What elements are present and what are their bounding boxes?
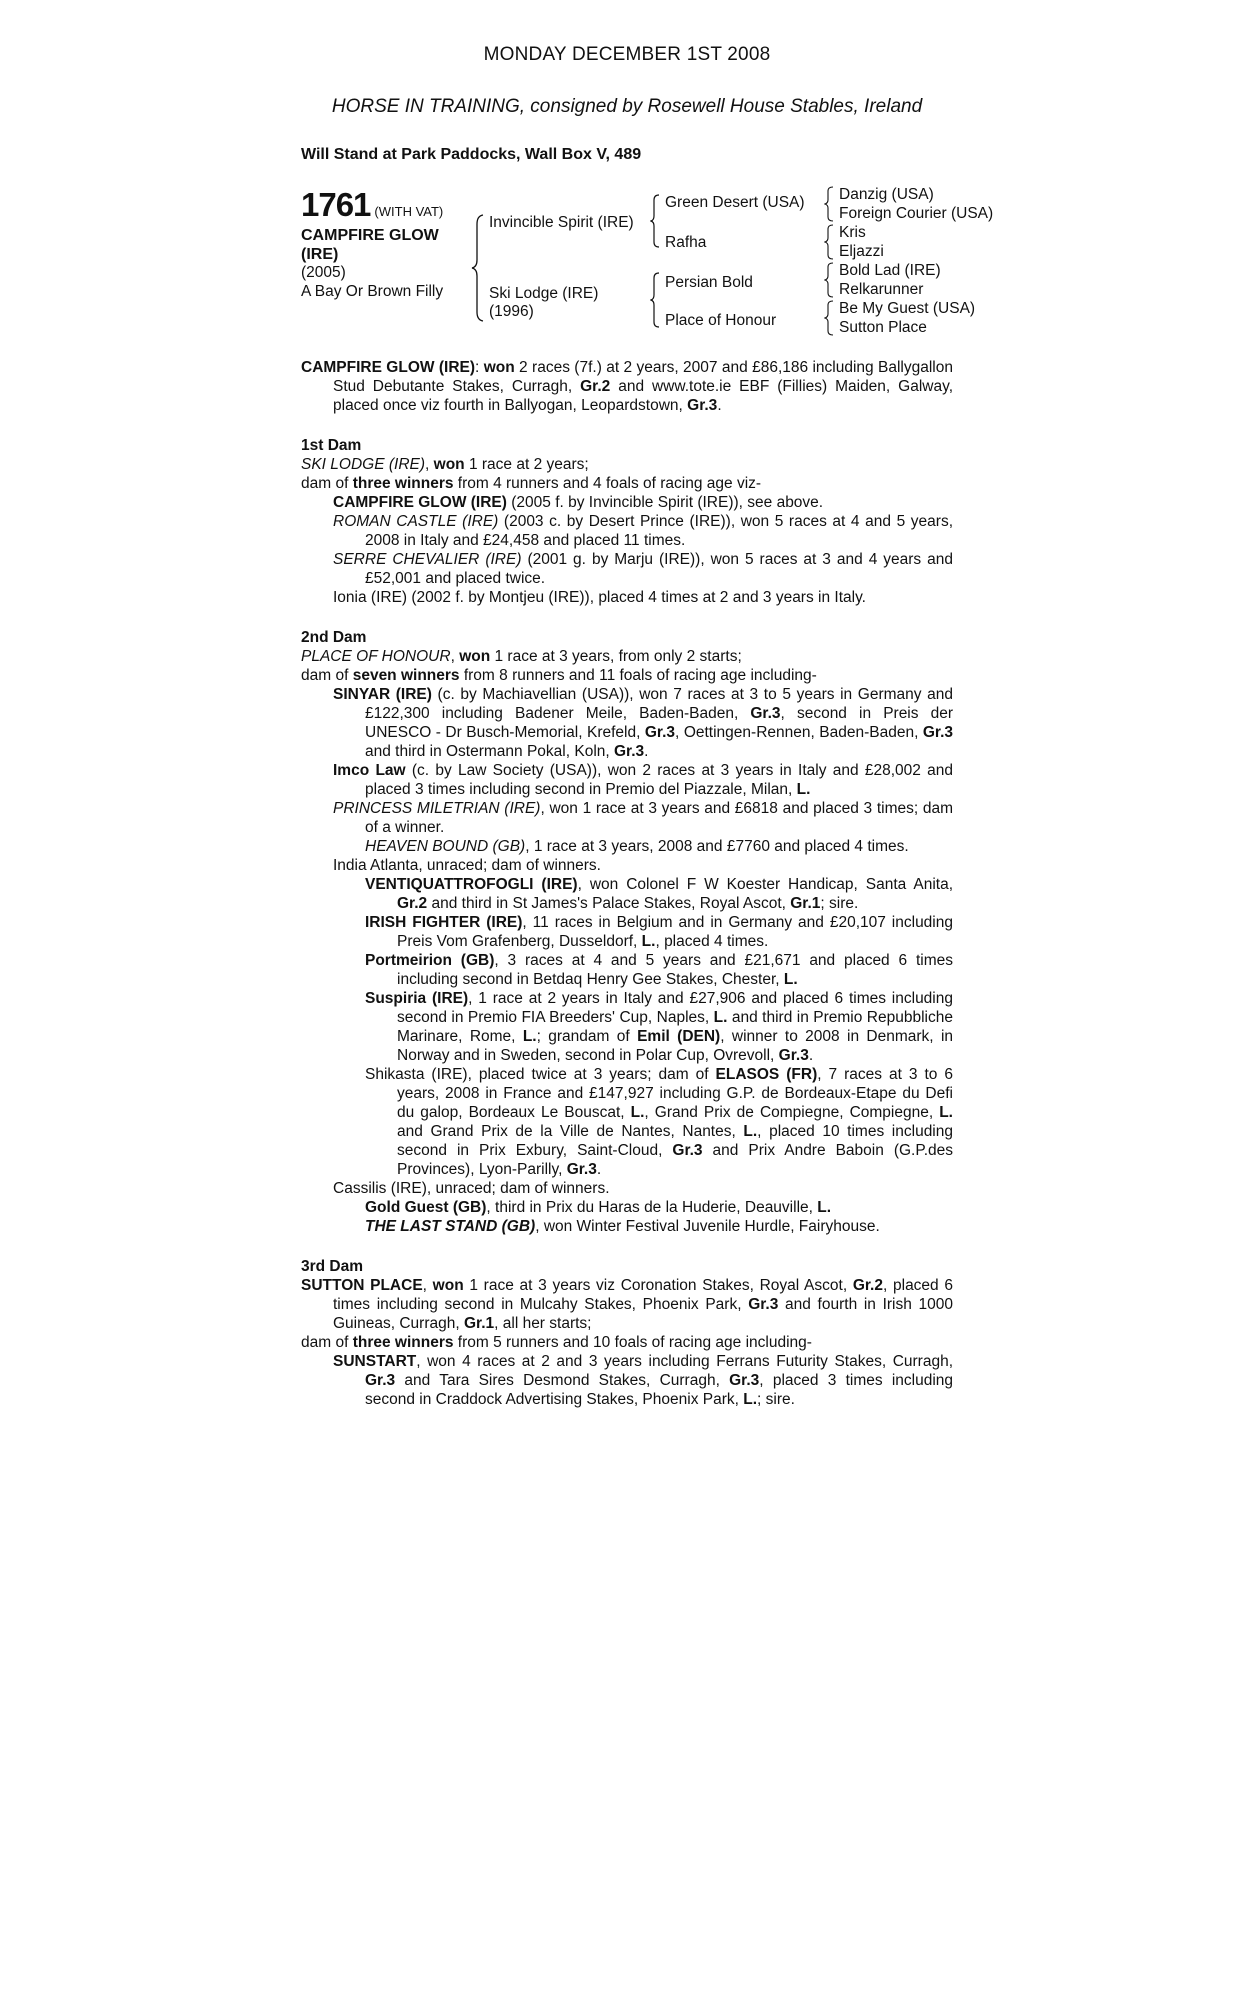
section-first-dam: 1st Dam	[301, 437, 362, 454]
ancestor: Bold Lad (IRE)	[839, 262, 941, 279]
produce-entry: Ionia (IRE) (2002 f. by Montjeu (IRE)), placed 4 times at 2 and 3 years in Italy.	[333, 589, 866, 606]
produce-entry: VENTIQUATTROFOGLI (IRE), won Colonel F W Koester Handicap, Santa Anita, Gr.2 and third in St James's Palace Stakes, Royal Ascot, Gr.1; sire.	[365, 876, 954, 912]
produce-record	[301, 358, 953, 1409]
gg-brace-icon	[824, 224, 834, 260]
third-dam-produce-summary: dam of three winners from 5 runners and 10 foals of racing age including-	[301, 1334, 812, 1351]
sire-sire: Green Desert (USA)	[665, 194, 805, 211]
stand-location: Will Stand at Park Paddocks, Wall Box V, 489	[301, 146, 642, 163]
sire: Invincible Spirit (IRE)	[489, 214, 634, 231]
consignor-line: HORSE IN TRAINING, consigned by Rosewell House Stables, Ireland	[331, 96, 923, 117]
sire-brace-icon	[650, 194, 660, 248]
ancestor: Danzig (USA)	[839, 186, 934, 203]
produce-entry: SINYAR (IRE) (c. by Machiavellian (USA)), won 7 races at 3 to 5 years in Germany and £122,300 including Badener Meile, Baden-Baden, Gr.3, second in Preis der UNESCO - Dr Busch-Memorial, Krefeld, Gr.3, Oettingen-Rennen, Baden-Baden, Gr.3 and third in Ostermann Pokal, Koln, Gr.3.	[333, 686, 954, 760]
produce-entry: PRINCESS MILETRIAN (IRE), won 1 race at 3 years and £6818 and placed 3 times; dam of a winner.	[333, 800, 953, 836]
pedigree-table	[301, 186, 1001, 346]
ancestor: Be My Guest (USA)	[839, 300, 976, 317]
produce-entry: Cassilis (IRE), unraced; dam of winners.	[333, 1180, 610, 1197]
gg-brace-icon	[824, 186, 834, 222]
produce-entry: IRISH FIGHTER (IRE), 11 races in Belgium and in Germany and £20,107 including Preis Vom Grafenberg, Dusseldorf, L., placed 4 times.	[365, 914, 953, 950]
produce-entry: India Atlanta, unraced; dam of winners.	[333, 857, 601, 874]
second-dam-record: PLACE OF HONOUR, won 1 race at 3 years, from only 2 starts;	[301, 648, 742, 665]
ancestor: Foreign Courier (USA)	[839, 205, 994, 222]
first-dam-record: SKI LODGE (IRE), won 1 race at 2 years;	[301, 456, 589, 473]
section-second-dam: 2nd Dam	[301, 629, 367, 646]
ancestor: Relkarunner	[839, 281, 924, 298]
produce-entry: SUNSTART, won 4 races at 2 and 3 years including Ferrans Futurity Stakes, Curragh, Gr.3 and Tara Sires Desmond Stakes, Curragh, Gr.3, placed 3 times including second in Craddock Advertising Stakes, Phoenix Park, L.; sire.	[333, 1353, 954, 1408]
ancestor: Eljazzi	[839, 243, 884, 260]
dam: Ski Lodge (IRE)	[489, 285, 599, 302]
third-dam-record: SUTTON PLACE, won 1 race at 3 years viz Coronation Stakes, Royal Ascot, Gr.2, placed 6 times including second in Mulcahy Stakes, Phoenix Park, Gr.3 and fourth in Irish 1000 Guineas, Curragh, Gr.1, all her starts;	[301, 1277, 954, 1332]
foaling-year: (2005)	[301, 264, 346, 281]
second-dam-produce-summary: dam of seven winners from 8 runners and 11 foals of racing age including-	[301, 667, 817, 684]
produce-entry: Suspiria (IRE), 1 race at 2 years in Italy and £27,906 and placed 6 times including second in Premio FIA Breeders' Cup, Naples, L. and third in Premio Repubbliche Marinare, Rome, L.; grandam of Emil (DEN), winner to 2008 in Denmark, in Norway and in Sweden, second in Polar Cup, Ovrevoll, Gr.3.	[365, 990, 954, 1064]
dam-sire: Persian Bold	[665, 274, 753, 291]
sale-date: MONDAY DECEMBER 1ST 2008	[483, 44, 771, 65]
dam-dam: Place of Honour	[665, 312, 777, 329]
produce-entry: Portmeirion (GB), 3 races at 4 and 5 years and £21,671 and placed 6 times including second in Betdaq Henry Gee Stakes, Chester, L.	[365, 952, 953, 988]
vat-note: (WITH VAT)	[374, 204, 444, 219]
produce-entry: SERRE CHEVALIER (IRE) (2001 g. by Marju (IRE)), won 5 races at 3 and 4 years and £52,001 and placed twice.	[333, 551, 953, 587]
dam-brace-icon	[650, 272, 660, 328]
produce-entry: Imco Law (c. by Law Society (USA)), won 2 races at 3 years in Italy and £28,002 and placed 3 times including second in Premio del Piazzale, Milan, L.	[333, 762, 953, 798]
sire-dam: Rafha	[665, 234, 707, 251]
produce-entry: HEAVEN BOUND (GB), 1 race at 3 years, 2008 and £7760 and placed 4 times.	[365, 838, 909, 855]
lot-number: 1761	[301, 186, 371, 223]
produce-entry: Shikasta (IRE), placed twice at 3 years; dam of ELASOS (FR), 7 races at 3 to 6 years, 2008 in France and £147,927 including G.P. de Bordeaux-Etape du Defi du galop, Bordeaux Le Bouscat, L., Grand Prix de Compiegne, Compiegne, L. and Grand Prix de la Ville de Nantes, Nantes, L., placed 10 times including second in Prix Exbury, Saint-Cloud, Gr.3 and Prix Andre Baboin (G.P.des Provinces), Lyon-Parilly, Gr.3.	[365, 1066, 954, 1178]
dam-year: (1996)	[489, 303, 534, 320]
lot-heading	[301, 186, 443, 224]
horse-colour: A Bay Or Brown Filly	[301, 283, 444, 300]
first-dam-produce-summary: dam of three winners from 4 runners and 4 foals of racing age viz-	[301, 475, 762, 492]
produce-entry: ROMAN CASTLE (IRE) (2003 c. by Desert Prince (IRE)), won 5 races at 4 and 5 years, 2008 in Italy and £24,458 and placed 11 times.	[333, 513, 953, 549]
ancestor: Sutton Place	[839, 319, 927, 336]
produce-entry: CAMPFIRE GLOW (IRE) (2005 f. by Invincible Spirit (IRE)), see above.	[333, 494, 824, 511]
horse-summary: CAMPFIRE GLOW (IRE): won 2 races (7f.) at 2 years, 2007 and £86,186 including Ballygallon Stud Debutante Stakes, Curragh, Gr.2 and www.tote.ie EBF (Fillies) Maiden, Galway, placed once viz fourth in Ballyogan, Leopardstown, Gr.3.	[301, 359, 953, 414]
gg-brace-icon	[824, 262, 834, 298]
horse-name: CAMPFIRE GLOW (IRE)	[301, 227, 439, 263]
produce-entry: Gold Guest (GB), third in Prix du Haras de la Huderie, Deauville, L.	[365, 1199, 832, 1216]
pedigree-brace-icon	[471, 214, 485, 322]
section-third-dam: 3rd Dam	[301, 1258, 364, 1275]
produce-entry: THE LAST STAND (GB), won Winter Festival Juvenile Hurdle, Fairyhouse.	[365, 1218, 880, 1235]
ancestor: Kris	[839, 224, 866, 241]
gg-brace-icon	[824, 300, 834, 336]
